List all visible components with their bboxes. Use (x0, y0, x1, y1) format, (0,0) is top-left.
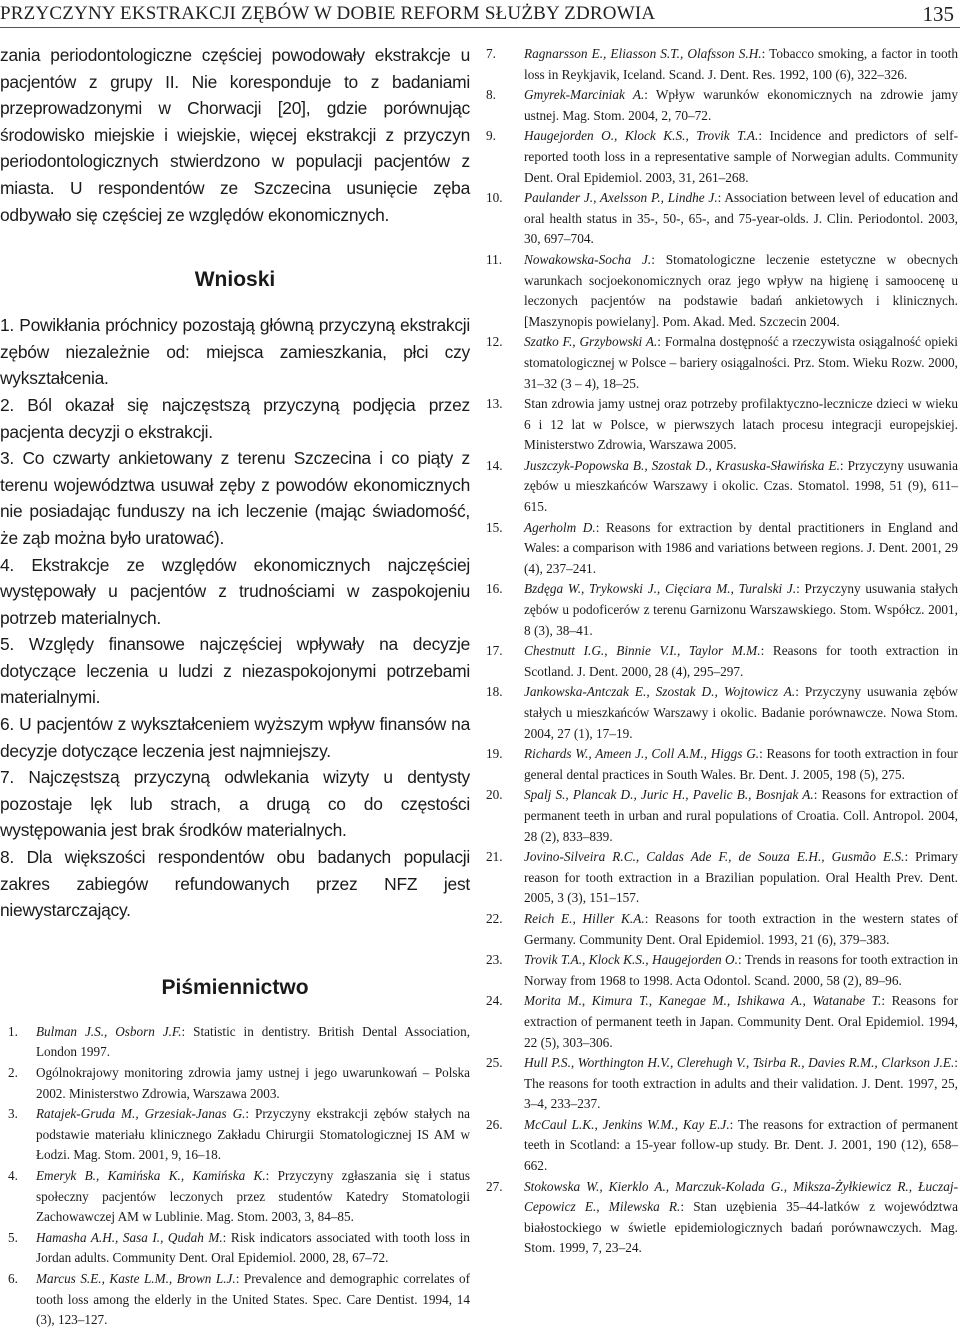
reference-item (486, 250, 958, 332)
reference-item (486, 85, 958, 126)
reference-text: : Reasons for tooth extraction in Scotland. J. Dent. 2000, 28 (4), 295–297. (524, 643, 958, 679)
reference-text: : Formalna dostępność a rzeczywista osiągalność opieki stomatologicznej w Polsce – bariery osiągalności. Prz. Stom. Wieku Rozw. 2000, 31–32 (3 – 4), 18–25. (524, 334, 958, 391)
references-list-left (0, 1022, 470, 1331)
reference-authors: Bulman J.S., Osborn J.F. (36, 1023, 182, 1039)
reference-authors: Bzdęga W., Trykowski J., Cięciara M., Turalski J. (524, 581, 797, 597)
reference-text: : Reasons for tooth extraction in the western states of Germany. Community Dent. Oral Epidemiol. 1993, 21 (6), 379–383. (524, 910, 958, 947)
reference-authors: Hamasha A.H., Sasa I., Qudah M. (36, 1229, 223, 1245)
reference-number: 26. (486, 1116, 503, 1132)
reference-text: : Reasons for tooth extraction in four general dental practices in South Wales. Br. Dent. J. 2005, 198 (5), 275. (524, 746, 958, 782)
reference-authors: Szatko F., Grzybowski A. (524, 334, 658, 350)
conclusions-list (0, 312, 470, 924)
reference-text: : Przyczyny usuwania stałych zębów u podoficerów z terenu Garnizonu Warszawskiego. Stom. Współcz. 2001, 8 (3), 38–41. (524, 581, 958, 638)
reference-number: 22. (486, 910, 503, 926)
conclusion-item: 6. U pacjentów z wykształceniem wyższym wpływ finansów na decyzje dotyczące leczenia jest najmniejszy. (0, 714, 470, 761)
conclusion-item: 2. Ból okazał się najczęstszą przyczyną podjęcia przez pacjenta decyzji o ekstrakcji. (0, 394, 470, 442)
reference-text: : The reasons for extraction of permanent teeth in Scotland: a 15-year follow-up study. Br. Dent. J. 2001, 190 (12), 658–662. (524, 1116, 958, 1174)
reference-authors: McCaul L.K., Jenkins W.M., Kay E.J. (524, 1116, 730, 1132)
reference-number: 2. (8, 1065, 18, 1080)
reference-item (486, 44, 958, 85)
reference-item (486, 744, 958, 785)
reference-item (486, 1115, 958, 1177)
reference-text: : Reasons for extraction by dental practitioners in England and Wales: a comparison with 1986 and variations between regions. J. Dent. 2001, 29 (4), 237–241. (524, 519, 959, 576)
reference-text: : Incidence and predictors of self-reported tooth loss in a representative sample of Norwegian adults. Community Dent. Oral Epidemiol. 2003, 31, 261–268. (524, 128, 958, 185)
reference-text: : Przyczyny zgłaszania się i status społeczny pacjentów leczonych przez studentów Katedry Stomatologii Zachowawczej AM w Lublinie. Mag. Stom. 2003, 3, 84–85. (36, 1167, 470, 1225)
reference-number: 3. (8, 1106, 18, 1122)
reference-authors: Hull P.S., Worthington H.V., Clerehugh V., Tsirba R., Davies R.M., Clarkson J.E. (524, 1055, 955, 1071)
reference-authors: Emeryk B., Kamińska K., Kamińska K. (36, 1167, 266, 1183)
reference-item (0, 1063, 470, 1104)
reference-authors: Jankowska-Antczak E., Szostak D., Wojtowicz A. (524, 684, 796, 700)
reference-item (0, 1104, 470, 1166)
conclusion-item: 4. Ekstrakcje ze względów ekonomicznych najczęściej występowały u pacjentów z trudnościami w zaspokojeniu potrzeb materialnych. (0, 554, 470, 628)
reference-number: 21. (486, 849, 503, 865)
page-number: 135 (922, 2, 954, 26)
reference-number: 9. (486, 128, 496, 144)
reference-item (486, 188, 958, 250)
reference-item (486, 579, 958, 641)
reference-number: 13. (486, 396, 503, 412)
reference-authors: Agerholm D. (524, 519, 596, 535)
reference-number: 23. (486, 952, 503, 968)
reference-number: 14. (486, 457, 503, 473)
reference-item (0, 1166, 470, 1228)
reference-item (486, 456, 958, 518)
body-text (0, 42, 470, 228)
reference-authors: Nowakowska-Socha J. (524, 251, 652, 267)
right-column (486, 44, 958, 1259)
reference-number: 4. (8, 1167, 18, 1183)
reference-number: 12. (486, 334, 503, 350)
reference-item (486, 847, 958, 909)
reference-item (0, 1022, 470, 1063)
reference-authors: Juszczyk-Popowska B., Szostak D., Krasuska-Sławińska E. (524, 457, 840, 473)
reference-authors: Spalj S., Plancak D., Juric H., Pavelic B., Bosnjak A. (524, 787, 814, 803)
conclusion-item: 7. Najczęstszą przyczyną odwlekania wizyty u dentysty pozostaje lęk lub strach, a drugą co do częstości występowania jest brak środków materialnych. (0, 767, 470, 841)
reference-item (0, 1269, 470, 1331)
reference-number: 25. (486, 1055, 503, 1071)
reference-authors: Paulander J., Axelsson P., Lindhe J. (524, 190, 718, 206)
reference-number: 19. (486, 746, 503, 762)
reference-text: : Przyczyny usuwania zębów u mieszkańców Warszawy i okolic. Czas. Stomatol. 1998, 51 (9), 611–615. (524, 457, 958, 515)
reference-item (486, 1177, 958, 1259)
reference-number: 24. (486, 993, 503, 1009)
reference-text: : Association between level of education and oral health status in 35-, 50-, 65-, and 75-year-olds. J. Clin. Periodontol. 2003, 30, 697–704. (524, 190, 958, 247)
running-title: PRZYCZYNY EKSTRAKCJI ZĘBÓW W DOBIE REFORM SŁUŻBY ZDROWIA (0, 3, 656, 24)
conclusions-heading: Wnioski (194, 268, 276, 292)
reference-authors: Marcus S.E., Kaste L.M., Brown L.J. (36, 1270, 236, 1286)
reference-number: 15. (486, 519, 503, 535)
reference-number: 6. (8, 1270, 18, 1286)
reference-item (486, 332, 958, 394)
reference-item (486, 785, 958, 847)
conclusion-item: 1. Powikłania próchnicy pozostają główną przyczyną ekstrakcji zębów niezależnie od: miejsca zamieszkania, płci czy wykształcenia. (0, 315, 470, 389)
running-header (0, 2, 960, 28)
reference-text: : Primary reason for tooth extraction in a Brazilian population. Oral Health Prev. Dent. 2005, 3 (3), 151–157. (524, 849, 959, 906)
reference-item (486, 394, 958, 456)
conclusion-item: 3. Co czwarty ankietowany z terenu Szczecina i co piąty z terenu województwa usuwał zęby z powodów ekonomicznych nie posiadając funduszy na ich leczenie (mając świadomość, że ząb można było uratować). (0, 448, 470, 548)
reference-number: 5. (8, 1229, 18, 1245)
reference-item (486, 909, 958, 950)
reference-text: : Przyczyny usuwania zębów stałych u mieszkańców Warszawy i okolic. Badanie porównawcze. Nowa Stom. 2004, 27 (1), 17–19. (524, 684, 958, 741)
reference-item (0, 1228, 470, 1269)
reference-text: : Wpływ warunków ekonomicznych na zdrowie jamy ustnej. Mag. Stom. 2004, 2, 70–72. (524, 87, 958, 123)
reference-authors: Reich E., Hiller K.A. (524, 910, 645, 926)
reference-text: Ogólnokrajowy monitoring zdrowia jamy ustnej i jego uwarunkowań – Polska 2002. Ministerstwo Zdrowia, Warszawa 2003. (36, 1065, 470, 1101)
reference-item (486, 950, 958, 991)
reference-item (486, 1053, 958, 1115)
reference-text: : Reasons for extraction of permanent teeth in urban and rural populations of Croatia. Coll. Antropol. 2004, 28 (2), 833–839. (524, 787, 958, 844)
reference-authors: Ratajek-Gruda M., Grzesiak-Janas G. (36, 1106, 246, 1122)
reference-authors: Chestnutt I.G., Binnie V.I., Taylor M.M. (524, 643, 761, 659)
reference-item (486, 682, 958, 744)
reference-authors: Gmyrek-Marciniak A. (524, 87, 645, 103)
reference-number: 7. (486, 46, 496, 61)
reference-text: : Reasons for extraction of permanent teeth in Japan. Community Dent. Oral Epidemiol. 1994, 22 (5), 303–306. (524, 993, 958, 1050)
reference-text: : Stan uzębienia 35–44-latków z województwa białostockiego w świetle epidemiologicznych badań porównawczych. Mag. Stom. 1999, 7, 23–24. (524, 1199, 958, 1256)
conclusion-item: 5. Względy finansowe najczęściej wpływały na decyzje dotyczące leczenia u ludzi z niezaspokojonymi potrzebami materialnymi. (0, 634, 470, 708)
reference-text: : Risk indicators associated with tooth loss in Jordan adults. Community Dent. Oral Epidemiol. 2000, 28, 67–72. (36, 1229, 470, 1266)
reference-number: 16. (486, 581, 503, 597)
reference-item (486, 991, 958, 1053)
reference-number: 18. (486, 684, 503, 700)
reference-authors: Stokowska W., Kierklo A., Marczuk-Kolada G., Miksza-Żyłkiewicz R., Łuczaj-Cepowicz E., Milewska R. (524, 1178, 958, 1215)
references-list-right (486, 44, 958, 1259)
intro-paragraph: zania periodontologiczne częściej powodowały ekstrakcje u pacjentów z grupy II. Nie koresponduje to z badaniami przeprowadzonymi w Chorwacji [20], gdzie porównując środowisko miejskie i wiejskie, więcej ekstrakcji z przyczyn periodontologicznych stwierdzono w populacji pacjentów z miasta. U respondentów ze Szczecina usunięcie zęba odbywało się częściej ze względów ekonomicznych. (0, 45, 470, 225)
reference-number: 17. (486, 643, 503, 659)
references-heading: Piśmiennictwo (161, 975, 309, 999)
reference-text: Stan zdrowia jamy ustnej oraz potrzeby profilaktyczno-lecznicze dzieci w wieku 6 i 12 lat w Polsce, w pierwszych latach procesu integracji europejskiej. Ministerstwo Zdrowia, Warszawa 2005. (524, 396, 958, 453)
reference-number: 10. (486, 190, 503, 206)
reference-authors: Ragnarsson E., Eliasson S.T., Olafsson S.H. (524, 46, 762, 61)
reference-text: : Prevalence and demographic correlates of tooth loss among the elderly in the United States. Spec. Care Dentist. 1994, 14 (3), 123–127. (36, 1270, 470, 1328)
reference-text: : Stomatologiczne leczenie estetyczne w obecnych warunkach socjoekonomicznych oraz jego wpływ na higienę i samoocenę u leczonych pacjentów na podstawie badań ankietowych i klinicznych. [Maszynopis powielany]. Pom. Akad. Med. Szczecin 2004. (524, 251, 958, 329)
reference-item (486, 126, 958, 188)
reference-text: : Trends in reasons for tooth extraction in Norway from 1968 to 1998. Acta Odontol. Scand. 2000, 58 (2), 89–96. (524, 952, 959, 988)
reference-text: : Statistic in dentistry. British Dental Association, London 1997. (36, 1023, 470, 1060)
reference-text: : The reasons for tooth extraction in adults and their validation. J. Dent. 1997, 25, 3–4, 233–237. (524, 1055, 958, 1112)
reference-number: 27. (486, 1178, 503, 1194)
conclusion-item: 8. Dla większości respondentów obu badanych populacji zakres zabiegów refundowanych przez NFZ jest niewystarczający. (0, 847, 470, 921)
reference-authors: Morita M., Kimura T., Kanegae M., Ishikawa A., Watanabe T. (524, 993, 882, 1009)
reference-authors: Haugejorden O., Klock K.S., Trovik T.A. (524, 128, 759, 144)
reference-authors: Jovino-Silveira R.C., Caldas Ade F., de Souza E.H., Gusmão E.S. (524, 849, 905, 865)
reference-item (486, 518, 958, 580)
reference-authors: Trovik T.A., Klock K.S., Haugejorden O. (524, 952, 738, 968)
reference-number: 1. (8, 1023, 18, 1039)
reference-item (486, 641, 958, 682)
reference-text: : Przyczyny ekstrakcji zębów stałych na podstawie materiału klinicznego Zakładu Chirurgii Stomatologicznej IS AM w Łodzi. Mag. Stom. 2001, 9, 16–18. (36, 1106, 470, 1163)
reference-number: 20. (486, 787, 503, 803)
reference-text: : Tobacco smoking, a factor in tooth loss in Reykjavik, Iceland. Scand. J. Dent. Res. 1992, 100 (6), 322–326. (524, 46, 958, 82)
left-column (0, 42, 470, 1331)
reference-authors: Richards W., Ameen J., Coll A.M., Higgs G. (524, 746, 760, 762)
reference-number: 8. (486, 87, 496, 103)
reference-number: 11. (486, 251, 503, 267)
